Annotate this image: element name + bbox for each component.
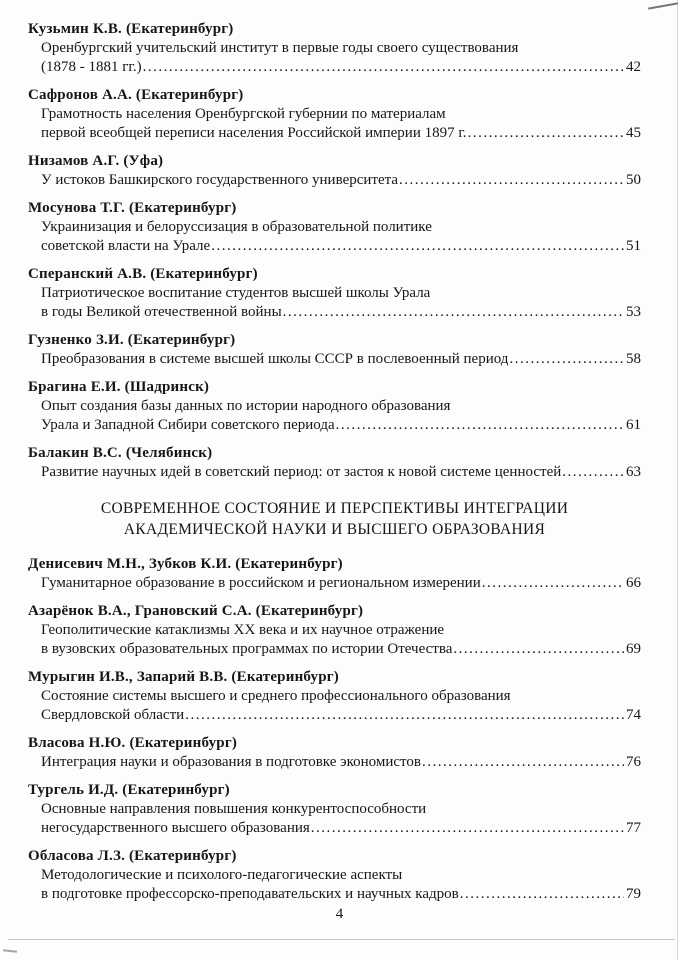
entry-author: Кузьмин К.В. (Екатеринбург): [28, 21, 234, 37]
entry-title-line: [28, 640, 641, 659]
toc-entry: [28, 378, 641, 435]
entry-title-text: негосударственного высшего образования: [41, 820, 310, 836]
toc-entry: [28, 734, 641, 772]
entry-page-number: 42: [626, 59, 641, 75]
entry-author: Обласова Л.З. (Екатеринбург): [28, 848, 237, 864]
toc-entry: [28, 20, 641, 77]
entry-title-line: Опыт создания базы данных по истории народного образования: [41, 398, 451, 414]
entry-title-line: [28, 819, 641, 838]
entry-title-text: У истоков Башкирского государственного университета: [41, 172, 399, 188]
entry-title-line: [28, 303, 641, 322]
entry-author: Мурыгин И.В., Запарий В.В. (Екатеринбург): [28, 669, 339, 685]
entry-title-text: Гуманитарное образование в российском и региональном измерении: [41, 575, 481, 591]
entry-page-number: 69: [626, 641, 641, 657]
dot-leader: [143, 58, 624, 77]
entry-title-line: [28, 885, 641, 904]
entry-page-number: 61: [626, 417, 641, 433]
entry-title-line: Украинизация и белоруссизация в образовательной политике: [41, 219, 432, 235]
scan-artifact-bottom-left: [3, 949, 17, 952]
toc-entry: [28, 152, 641, 190]
entry-page-number: 74: [626, 707, 641, 723]
toc-entry: [28, 331, 641, 369]
dot-leader: [283, 303, 624, 322]
section-header-line-1: СОВРЕМЕННОЕ СОСТОЯНИЕ И ПЕРСПЕКТИВЫ ИНТЕГРАЦИИ: [100, 500, 569, 517]
section-header-line-2: АКАДЕМИЧЕСКОЙ НАУКИ И ВЫСШЕГО ОБРАЗОВАНИЯ: [123, 521, 546, 538]
toc-entry: [28, 444, 641, 482]
entry-author: Сафронов А.А. (Екатеринбург): [28, 87, 244, 103]
entry-title-text: Свердловской области: [41, 707, 185, 723]
dot-leader: [211, 237, 624, 256]
entry-page-number: 50: [626, 172, 641, 188]
entry-title-line: [28, 463, 641, 482]
dot-leader: [185, 706, 624, 725]
toc-entry: [28, 602, 641, 659]
page-number: 4: [335, 906, 344, 922]
toc-entry: [28, 781, 641, 838]
entry-author: Гузненко З.И. (Екатеринбург): [28, 332, 236, 348]
toc-entry: [28, 555, 641, 593]
entry-author: Азарёнок В.А., Грановский С.А. (Екатеринбург): [28, 603, 364, 619]
scan-artifact-top-right: [648, 2, 678, 9]
dot-leader: [422, 753, 624, 772]
entry-title-line: Методологические и психолого-педагогические аспекты: [41, 867, 403, 883]
entry-title-line: [28, 58, 641, 77]
entry-title-line: Патриотическое воспитание студентов высшей школы Урала: [41, 285, 431, 301]
entry-author: Власова Н.Ю. (Екатеринбург): [28, 735, 238, 751]
entry-title-text: советской власти на Урале: [41, 238, 211, 254]
entry-title-line: [28, 124, 641, 143]
entry-title-line: Геополитические катаклизмы XX века и их научное отражение: [41, 622, 445, 638]
entry-page-number: 79: [626, 886, 641, 902]
dot-leader: [311, 819, 624, 838]
entry-title-line: [28, 237, 641, 256]
entry-author: Балакин В.С. (Челябинск): [28, 445, 213, 461]
scan-artifact-right-edge: [677, 0, 678, 960]
entry-author: Мосунова Т.Г. (Екатеринбург): [28, 200, 237, 216]
dot-leader: [509, 350, 624, 369]
entry-page-number: 45: [626, 125, 641, 141]
entry-page-number: 53: [626, 304, 641, 320]
entry-title-text: Преобразования в системе высшей школы СССР в послевоенный период: [41, 351, 509, 367]
entry-page-number: 77: [626, 820, 641, 836]
entry-title-line: [28, 350, 641, 369]
entry-title-line: [28, 416, 641, 435]
entry-title-line: Основные направления повышения конкурентоспособности: [41, 801, 427, 817]
entry-title-text: (1878 - 1881 гг.): [41, 59, 142, 75]
entry-title-line: Грамотность населения Оренбургской губернии по материалам: [41, 106, 446, 122]
entry-title-text: в подготовке профессорско-преподавательских и научных кадров: [41, 886, 459, 902]
entry-title-text: первой всеобщей переписи населения Российской империи 1897 г.: [41, 125, 467, 141]
entry-author: Брагина Е.И. (Шадринск): [28, 379, 210, 395]
entry-title-line: [28, 753, 641, 772]
toc-entry: [28, 847, 641, 904]
entry-page-number: 51: [626, 238, 641, 254]
entry-title-line: Оренбургский учительский институт в первые годы своего существования: [41, 40, 519, 56]
entry-title-line: [28, 706, 641, 725]
toc-list-top: [28, 20, 641, 482]
dot-leader: [468, 124, 624, 143]
entry-title-text: в вузовских образовательных программах по истории Отечества: [41, 641, 453, 657]
section-header: [28, 498, 641, 540]
dot-leader: [399, 171, 624, 190]
entry-title-line: [28, 574, 641, 593]
dot-leader: [453, 640, 624, 659]
entry-title-line: Состояние системы высшего и среднего профессионального образования: [41, 688, 511, 704]
entry-title-text: Урала и Западной Сибири советского периода: [41, 417, 335, 433]
entry-title-text: в годы Великой отечественной войны: [41, 304, 282, 320]
entry-author: Денисевич М.Н., Зубков К.И. (Екатеринбург): [28, 556, 343, 572]
dot-leader: [482, 574, 624, 593]
dot-leader: [460, 885, 624, 904]
entry-page-number: 66: [626, 575, 641, 591]
entry-page-number: 58: [626, 351, 641, 367]
toc-list-bottom: [28, 555, 641, 904]
dot-leader: [336, 416, 624, 435]
entry-author: Сперанский А.В. (Екатеринбург): [28, 266, 258, 282]
entry-author: Тургель И.Д. (Екатеринбург): [28, 782, 230, 798]
entry-title-text: Интеграция науки и образования в подготовке экономистов: [41, 754, 421, 770]
toc-entry: [28, 199, 641, 256]
entry-page-number: 63: [626, 464, 641, 480]
toc-entry: [28, 86, 641, 143]
toc-entry: [28, 265, 641, 322]
entry-page-number: 76: [626, 754, 641, 770]
dot-leader: [562, 463, 624, 482]
entry-title-line: [28, 171, 641, 190]
toc-entry: [28, 668, 641, 725]
entry-author: Низамов А.Г. (Уфа): [28, 153, 164, 169]
entry-title-text: Развитие научных идей в советский период: от застоя к новой системе ценностей: [41, 464, 562, 480]
scan-artifact-bottom-line: [8, 939, 675, 940]
